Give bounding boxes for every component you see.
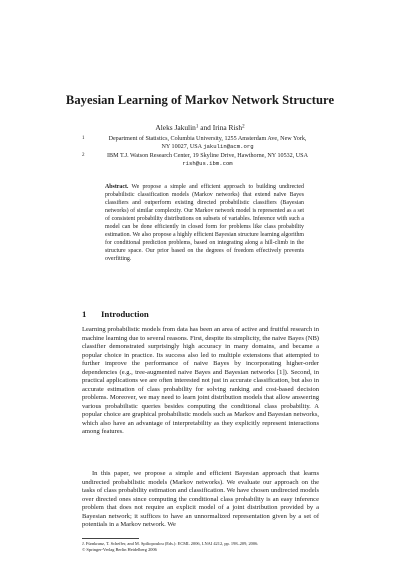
affiliation-1 — [82, 135, 328, 151]
body-paragraph: In this paper, we propose a simple and efficient Bayesian approach that learns undirected probabilistic models (Markov networks). We evaluate our approach on the tasks of class probability estimation and classification. We have chosen undirected models over directed ones since computing the conditional class probability is an easy inference problem that does not require an explicit model of a joint distribution provided by a Bayesian network; it suffices to have an unnormalized representation given by a set of potentials in a Markov network. We — [82, 470, 319, 529]
author-name: Irina Rish — [212, 123, 243, 132]
abstract-label: Abstract. — [105, 184, 129, 190]
affiliation-number: 2 — [82, 153, 85, 158]
footnote-rule — [82, 538, 139, 539]
section-heading — [82, 309, 149, 319]
abstract — [105, 183, 304, 263]
body-paragraph: Learning probabilistic models from data has been an area of active and fruitful research in machine learning due to several reasons. First, despite its simplicity, the naive Bayes (NB) classifier demonstrated surprisingly high accuracy in many domains, and became a popular choice in practice. Its success also led to multiple extensions that attempted to further improve the performance of naive Bayes by incorporating higher-order dependencies (e.g., tree-augmented naive Bayes and Bayesian networks [1]). Second, in practical applications we are often interested not just in accurate classification, but also in accurate estimation of class probability for solving ranking and cost-based decision problems. Moreover, we may need to learn joint distribution models that allow answering various probabilistic queries besides computing the conditional class probability. A popular choice are graphical probabilistic models such as Markov and Bayesian networks, which also have an advantage of interpretability as they explicitly represent interactions among features. — [82, 326, 319, 436]
abstract-text: We propose a simple and efficient approach to building undirected probabilistic classification models (Markov networks) that extend naïve Bayes classifiers and outperform existing directed probabilistic classifiers (Bayesian networks) of similar complexity. Our Markov network model is represented as a set of consistent probability distributions on subsets of variables. Inference with such a model can be done efficiently in closed form for problems like class probability estimation. We also propose a highly efficient Bayesian structure learning algorithm for conditional prediction problems, based on integrating along a hill-climb in the structure space. Our prior based on the degrees of freedom effectively prevents overfitting. — [105, 184, 304, 263]
affiliation-2 — [82, 152, 328, 168]
affiliation-mark: 1 — [195, 124, 199, 130]
affiliation-number: 1 — [82, 136, 85, 141]
paper-title: Bayesian Learning of Markov Network Structure — [65, 93, 335, 107]
section-title: Introduction — [101, 309, 149, 319]
author-email: jakulin@acm.org — [203, 143, 254, 151]
section-number: 1 — [82, 309, 87, 319]
footnote-citation: J. Fürnkranz, T. Scheffer, and M. Spiliopoulou (Eds.): ECML 2006, LNAI 4212, pp. 198–209, 2006. — [82, 541, 259, 546]
affiliation-address: IBM T.J. Watson Research Center, 19 Skyline Drive, Hawthorne, NY 10532, USA — [107, 153, 308, 159]
author-name: Aleks Jakulin — [155, 123, 196, 132]
author-email: rish@us.ibm.com — [182, 160, 233, 168]
author-joiner: and — [198, 123, 213, 132]
affiliation-mark: 2 — [242, 124, 245, 130]
affiliation-address: Department of Statistics, Columbia University, 1255 Amsterdam Ave, New York, — [108, 136, 307, 142]
author-line — [0, 123, 400, 132]
affiliation-address-cont: NY 10027, USA — [161, 144, 204, 151]
copyright-footnote — [82, 541, 322, 553]
footnote-copyright: © Springer-Verlag Berlin Heidelberg 2006 — [82, 547, 157, 552]
